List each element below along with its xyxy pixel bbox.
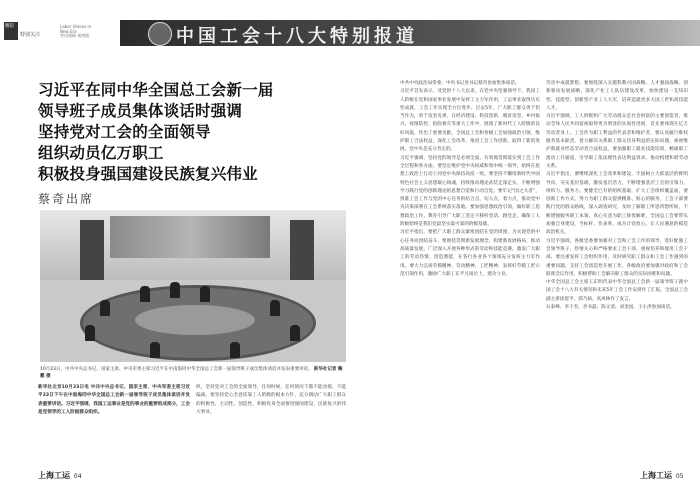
person-figure [100, 300, 110, 316]
right-column-2: 劳动中成就梦想。要围绕深入实施科教兴国战略、人才强国战略、创新驱动发展战略，深化产业工人队伍建设改革，加快建设一支知识型、技能型、创新型产业工人大军，培养造就更多大国工匠和高技能人才。 习近平强调，工人阶级和广大劳动群众是社会财富的主要创造者，推动全体人民共同富裕取得更为明显的实质性进展，首先要体现在亿万劳动者身上。工会作为职工利益的代表者和维护者，要认真履行维权服务基本职责，着力解决关系职工群众切身利益的实际问题，索视维护新就业形态劳动者合法权益，要加强职工就业技能培训，畅通职工流动上升通道，引导职工依法理性表达利益诉求，推动构建和谐劳动关系。 习近平指出，要继续深化工会改革和建设，牢固树立大抓基层的鲜明导向，夯实基层基础，激发基层活力，不断增强基层工会的引领力、组织力、服务力。要健全已有的组织基础，扩大工会组织覆盖面，要创新工作方式，努力为职工群众提供精准、贴心的服务，工会干部要践行党的群众路线，深入调查研究，及时了解职工所思所想所盼，不断增强服务职工本领，真心实意为职工排忧解难，全国总工会要带头加强自身建设，当标杆、作表率，成为让党放心、让人民满意的模范政治机关。 习近平强调，各级党委要加强对工会和工会工作的领导，选好配强工会领导班子，热情关心和严格要求工会干部，重视培养和使用工会干部，要注重发挥工会组织作用，及时研究职工群众和工会工作遇到的重要问题，支持工会创造性开展工作，各级政府要加强对政府和工会联席会议作用，积极帮助工会解决职工群众的实际困难和问题。 中华全国总工会主席王东明代表中华全国总工会新一届领导班子就中国工会十八大有关情况和未来5年工会工作安排作了汇报。全国总工会副主席徐留平、郭乃硕、高凤林作了发言。 石泰峰、李干杰、李书磊、陈文清、刘金国、王小洪参加谈话。 [546, 81, 688, 311]
left-column-1: 新华社北京10月23日电 中共中央总书记、国家主席、中央军委主席习近平23日下午在中南海同中华全国总工会新一届领导班子成员集体谈话并发表重要讲话。习近平强调，我国工运事业是党的事业的重要组成部分，工会是党领导的工人阶级群众组织。 [38, 385, 190, 415]
headline-line-5: 积极投身强国建设民族复兴伟业 [38, 165, 258, 183]
photo-credit: 新华社记者 鞠鹏 摄 [40, 367, 343, 379]
page-number-right: 05 [675, 473, 684, 480]
page-number-left: 04 [73, 473, 82, 480]
person-figure [140, 286, 150, 302]
person-figure [270, 300, 280, 316]
flag-icon [80, 220, 104, 280]
person-figure [170, 282, 180, 298]
tag-sub: 特别关注 [20, 32, 41, 38]
photo-table-center [135, 305, 255, 335]
emblem-icon [148, 22, 172, 46]
person-figure [85, 325, 95, 341]
page-footer-right [640, 470, 684, 481]
person-figure [150, 342, 160, 358]
caption-text: 10月23日，中共中央总书记、国家主席、中央军委主席习近平在中南海同中华全国总工会新一届领导班子成员集体谈话并发表重要讲话。 [40, 367, 313, 372]
news-photo [40, 210, 346, 362]
headline-line-4: 组织动员亿万职工 [38, 144, 164, 162]
right-column-1: 中共中央政治局常委、中央书记处书记蔡奇参加集体谈话。 习近平首先表示，受党的十八大以来，在党中央坚强领导下，我国工人阶级在党和国家事业发展中发挥了主力军作用，工运事业取得历史性成就，工会工作实现全方位进步。过去5年，广大职工群众勇于担当作为，勇于攻坚克难，在经济建设、科技创新、脱贫攻坚、乡村振兴、疫情防控、抢险救灾等重大工作中，展现了新时代工人阶级的良好风貌，作出了重要贡献。全国总工会和各级工会加强政治引领，维护职工合法权益，深化工会改革，推进工会工作创新，取得了新的进展。党中央是充分肯定的。 习近平强调，坚持党的领导是必须全面，有效地贯彻落实到工会工作全过程和各方面。要坚定维护党中央权威和集中统一领导，始终在思想上政治上行动上同党中央保持高度一致。要坚持不懈用新时代中国特色社会主义思想凝心铸魂，持续推动理论武装走深走实，不断增强学习践行党的创新理论的思想自觉和行动自觉。要牢记“国之大者”，找准工会工作与党的中心任务的结合点，切入点，着力点，推动党中央决策部署在工会系统落实落地。要加强思想政治引领，做好职工思想政治工作，教育引导广大职工坚定不移听党话、跟党走，确保工人阶级始终是我们党最坚实最可靠的阶级基础。 习近平指出，要把广大职工群众紧密团结在党的周围，为实现党的中心任务而团结奋斗。要围绕贯彻新发展理念，构建新发展格局，推动高质量发展，广泛深入开展各种形式的劳动和技能竞赛，激发广大职工的劳动热情，创造潜能，在各行各业各个领域充分发挥主力军作用。要大力弘扬劳模精神、劳动精神、工匠精神，发挥好劳模工匠示范引领作用，激励广大职工在平凡岗位上，建功立业。 [400, 81, 540, 277]
flag-icon [290, 220, 314, 280]
tag-sub2: 劳动保障 观察版 [60, 33, 90, 38]
person-figure [290, 325, 300, 341]
photo-caption [40, 366, 346, 380]
tag-chars: 精彩 [5, 24, 14, 29]
footer-logo: 上海工运 [640, 471, 672, 480]
person-figure [200, 286, 210, 302]
tag-hint: Labor Unions in New Era [60, 24, 92, 34]
headline-line-2: 领导班子成员集体谈话时强调 [38, 102, 243, 120]
footer-logo: 上海工运 [38, 471, 70, 480]
banner-title: 中国工会十八大特别报道 [176, 26, 418, 47]
right-page [350, 0, 700, 495]
photo-painting [110, 216, 270, 258]
headline-line-3: 坚持党对工会的全面领导 [38, 123, 211, 141]
author: 蔡奇出席 [38, 192, 95, 206]
page-footer-left [38, 470, 82, 481]
person-figure [230, 342, 240, 358]
left-column-2: 织，坚持党对工会的全面领导，任何时候、任何情况下都不能动摇、不能偏离。要坚持党心全意依靠工人阶级的根本方针，充分调动广大职工群众的积极性、主动性、创造性，积极投身全面推进强国建设、民族复兴的伟大事业。 [196, 385, 346, 415]
headline-line-1: 习近平在同中华全国总工会新一届 [38, 81, 274, 99]
